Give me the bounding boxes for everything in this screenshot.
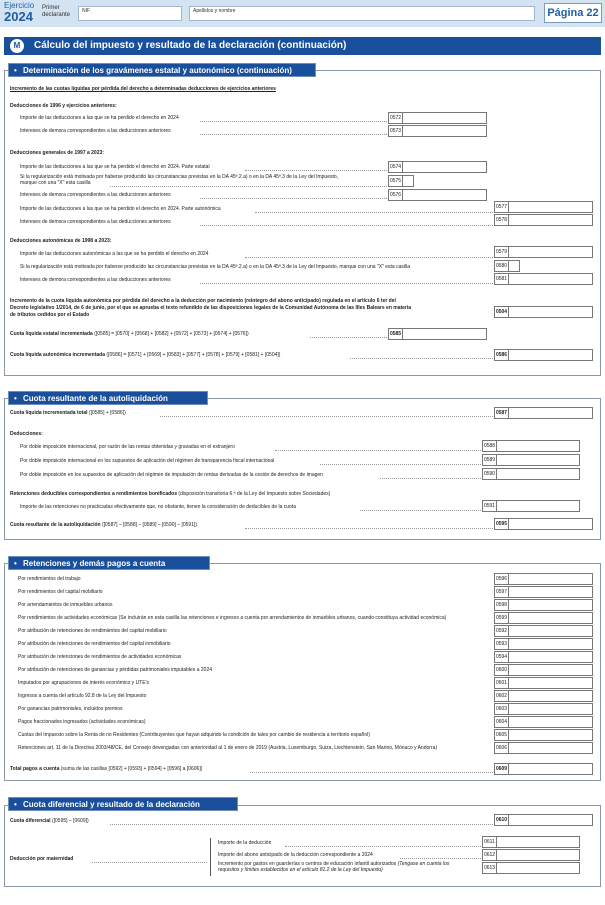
- box-0610[interactable]: [508, 814, 593, 826]
- dots: [350, 358, 493, 359]
- dots: [160, 416, 493, 417]
- retencion-row-0606-label: Retenciones art. 11 de la Directiva 2003/48/CE, del Consejo devengadas con anterioridad al 1 de enero de 2019 (Austria, Luxemburgo, Suiza, Liechtenstein, San Marino, Mónaco y Andorra): [18, 745, 438, 751]
- total-label: Total pagos a cuenta: [10, 766, 60, 772]
- box-0589[interactable]: [496, 454, 580, 466]
- dots: [245, 257, 493, 258]
- dots: [245, 528, 493, 529]
- section-retenciones-title-text: Retenciones y demás pagos a cuenta: [23, 559, 166, 568]
- section-retenciones-title: [8, 556, 210, 570]
- dots: [275, 450, 481, 451]
- box-0595[interactable]: [508, 518, 593, 530]
- code-0613: 0613: [482, 862, 496, 874]
- box-0603[interactable]: [508, 703, 593, 715]
- code-0585: 0585: [388, 328, 402, 340]
- code-0612: 0612: [482, 849, 496, 861]
- dots: [400, 858, 481, 859]
- s2-row-0588-label: Por doble imposición internacional, por razón de las rentas obtenidas y gravadas en el extranjero: [20, 444, 235, 450]
- code-0587: 0587: [494, 407, 508, 419]
- dots: [320, 464, 481, 465]
- box-0604[interactable]: [508, 716, 593, 728]
- box-0586[interactable]: [508, 349, 593, 361]
- s2-cit-row: [10, 410, 126, 417]
- box-0593[interactable]: [508, 638, 593, 650]
- box-0577[interactable]: [508, 201, 593, 213]
- dots: [110, 186, 387, 187]
- dots: [310, 337, 387, 338]
- apellidos-field[interactable]: Apellidos y nombre: [189, 6, 535, 21]
- section-cuota-diferencial-title-text: Cuota diferencial y resultado de la declaración: [23, 800, 200, 809]
- box-0605[interactable]: [508, 729, 593, 741]
- code-0575: 0575: [388, 175, 402, 187]
- code-0574: 0574: [388, 161, 402, 173]
- s1-heading-1996: Deducciones de 1996 y ejercicios anteriores:: [10, 103, 117, 109]
- dots: [200, 134, 387, 135]
- retencion-row-0594-label: Por atribución de retenciones de rendimientos de actividades económicas: [18, 654, 182, 660]
- retencion-row-0600-label: Por atribución de retenciones de ganancias y pérdidas patrimoniales imputables a 2024: [18, 667, 213, 673]
- code-0606: 0606: [494, 742, 508, 754]
- s1-row-0576-label: Intereses de demora correspondientes a las deducciones anteriores: [20, 192, 171, 198]
- section-gravamenes-title: [8, 63, 316, 77]
- box-0588[interactable]: [496, 440, 580, 452]
- code-0586: 0586: [494, 349, 508, 361]
- box-0591[interactable]: [496, 500, 580, 512]
- dots: [200, 225, 493, 226]
- code-0591: 0591: [482, 500, 496, 512]
- retencion-row-0601-label: Imputados por agrupaciones de interés económico y UTE's: [18, 680, 150, 686]
- section-badge: M: [10, 39, 24, 53]
- s1-row-0577-label: Importe de las deducciones a las que se ha perdido el derecho en 2024. Parte autonómica: [20, 206, 221, 212]
- code-0576: 0576: [388, 189, 402, 201]
- s3-total-row: [10, 766, 202, 773]
- s4-row-0613-label-b: requisitos y límites establecidos en el artículo 81.2 de la Ley del Impuesto): [218, 867, 383, 873]
- s2-row-0590-label: Por doble imposición en los supuestos de aplicación del régimen de imputación de rentas derivadas de la cesión de derechos de imagen: [20, 472, 323, 478]
- code-0594: 0594: [494, 651, 508, 663]
- dots: [250, 772, 493, 773]
- cla-formula: ([0586] = [0571] + [0569] + [0583] + [0577] + [0578] + [0579] + [0581] + [0504]): [106, 352, 281, 358]
- retencion-row-0602-label: Ingresos a cuenta del artículo 92.8 de la Ley del Impuesto: [18, 693, 147, 699]
- s1-row-0581-label: Intereses de demora correspondientes a las deducciones anteriores: [20, 277, 171, 283]
- box-0572[interactable]: [402, 112, 487, 124]
- section-cuota-resultante-title-text: Cuota resultante de la autoliquidación: [23, 394, 168, 403]
- cit-label: Cuota líquida incrementada total: [10, 410, 88, 416]
- box-0600[interactable]: [508, 664, 593, 676]
- page-number: Página 22: [544, 3, 602, 23]
- s1-inc-line3: de tributos cedidos por el Estado: [10, 312, 90, 318]
- box-0574[interactable]: [402, 161, 487, 173]
- ret-heading-bold: Retenciones deducibles correspondientes a rendimientos bonificados: [10, 491, 177, 497]
- cra-label: Cuota resultante de la autoliquidación: [10, 522, 101, 528]
- box-0587[interactable]: [508, 407, 593, 419]
- cit-formula: ([0585] + [0586]): [88, 410, 126, 416]
- dots: [360, 510, 481, 511]
- box-0596[interactable]: [508, 573, 593, 585]
- s4-row-0611-label: Importe de la deducción: [218, 840, 272, 846]
- box-0590[interactable]: [496, 468, 580, 480]
- retencion-row-0592-label: Por atribución de retenciones de rendimientos del capital mobiliario: [18, 628, 167, 634]
- box-0613[interactable]: [496, 862, 580, 874]
- box-0598[interactable]: [508, 599, 593, 611]
- code-0595: 0595: [494, 518, 508, 530]
- dots: [285, 846, 481, 847]
- dots: [380, 478, 481, 479]
- code-0590: 0590: [482, 468, 496, 480]
- code-0609: 0609: [494, 763, 508, 775]
- cle-label: Cuota líquida estatal incrementada: [10, 331, 93, 337]
- s1-inc-line2: Decreto legislativo 1/2014, de 6 de junio, por el que se aprueba el texto refundido de las disposiciones legales de la Comunidad Autónoma de las Illes Balears en materia: [10, 305, 412, 311]
- code-0578: 0578: [494, 214, 508, 226]
- s1-inc-line1: Incremento de la cuota líquida autonómica por pérdida del derecho a la deducción por nacimiento (reintegro del abono anticipado) regulada en el artículo 6 ter del: [10, 298, 396, 304]
- s1-row-0573-label: Intereses de demora correspondientes a las deducciones anteriores: [20, 128, 171, 134]
- code-0589: 0589: [482, 454, 496, 466]
- s1-row-0579-label: Importe de las deducciones autonómicas a las que se ha perdido el derecho en 2024: [20, 251, 209, 257]
- box-0576[interactable]: [402, 189, 487, 201]
- dots: [255, 212, 493, 213]
- m3a-text: Incremento por gastos en guarderías o centros de educación infantil autorizados: [218, 861, 397, 867]
- retencion-row-0593-label: Por atribución de retenciones de rendimientos del capital inmobiliario: [18, 641, 171, 647]
- code-0610: 0610: [494, 814, 508, 826]
- checkbox-0575[interactable]: [402, 175, 414, 187]
- retencion-row-0599-label: Por rendimientos de actividades económicas (Se incluirán en esta casilla las retenciones e ingresos a cuenta por arrendamientos de inmuebles urbanos, cuando constituya actividad económica): [18, 615, 447, 621]
- dm-label: Deducción por maternidad: [10, 856, 74, 862]
- s1-intro: Incremento de las cuotas líquidas por pérdida del derecho a determinadas deducciones de ejercicios anteriores: [10, 86, 276, 92]
- s1-cla-row: [10, 352, 280, 359]
- box-0602[interactable]: [508, 690, 593, 702]
- code-0597: 0597: [494, 586, 508, 598]
- code-0603: 0603: [494, 703, 508, 715]
- s1-row-0580-label: Si la regularización está motivada por haberse producido las circunstancias previstas en la DA 45ª.2.a) o en la DA 45ª.3 de la Ley del Impuesto, marque con una "X" esta casilla: [20, 264, 410, 270]
- box-0612[interactable]: [496, 849, 580, 861]
- bracket-line: [210, 838, 211, 876]
- s1-row-0578-label: Intereses de demora correspondientes a las deducciones anteriores: [20, 219, 171, 225]
- dots: [200, 121, 387, 122]
- s2-deducciones-heading: Deducciones:: [10, 431, 43, 437]
- retencion-row-0596-label: Por rendimientos del trabajo: [18, 576, 81, 582]
- section-gravamenes-title-text: Determinación de los gravámenes estatal y autonómico (continuación): [23, 66, 292, 75]
- code-0580: 0580: [494, 260, 508, 272]
- ejercicio-label: Ejercicio: [4, 1, 35, 10]
- cle-formula: ([0585] = [0570] + [0568] + [0582] + [0572] + [0573] + [0574] + [0576]): [94, 331, 249, 337]
- retencion-row-0605-label: Cuotas del Impuesto sobre la Renta de no Residentes (Contribuyentes que hayan adquirido la condición de tales por cambio de residencia a territorio español): [18, 732, 370, 738]
- code-0611: 0611: [482, 836, 496, 848]
- section-cuota-resultante-title: [8, 391, 208, 405]
- box-0585[interactable]: [402, 328, 487, 340]
- box-0606[interactable]: [508, 742, 593, 754]
- dots: [245, 170, 387, 171]
- cd-formula: ([0595] – [0609]): [51, 818, 89, 824]
- box-0578[interactable]: [508, 214, 593, 226]
- code-0598: 0598: [494, 599, 508, 611]
- dots: [200, 283, 493, 284]
- code-0577: 0577: [494, 201, 508, 213]
- s2-row-0591-label: Importe de las retenciones no practicadas efectivamente que, no obstante, tienen la consideración de deducibles de la cuota: [20, 504, 297, 510]
- s1-cle-row: [10, 331, 249, 338]
- section-cuota-diferencial-title: [8, 797, 238, 811]
- s1-row-0575-label-b: marque con una "X" esta casilla: [20, 180, 91, 186]
- code-0588: 0588: [482, 440, 496, 452]
- retencion-row-0598-label: Por arrendamientos de inmuebles urbanos: [18, 602, 113, 608]
- s2-row-0589-label: Por doble imposición internacional en los supuestos de aplicación del régimen de transparencia fiscal internacional: [20, 458, 275, 464]
- box-0581[interactable]: [508, 273, 593, 285]
- code-0573: 0573: [388, 125, 402, 137]
- box-0599[interactable]: [508, 612, 593, 624]
- code-0581: 0581: [494, 273, 508, 285]
- code-0605: 0605: [494, 729, 508, 741]
- cd-label: Cuota diferencial: [10, 818, 51, 824]
- code-0602: 0602: [494, 690, 508, 702]
- declarante-label: Primer declarante: [42, 5, 71, 18]
- s1-heading-1997: Deducciones generales de 1997 a 2023:: [10, 150, 104, 156]
- box-0592[interactable]: [508, 625, 593, 637]
- code-0593: 0593: [494, 638, 508, 650]
- s4-cd-row: [10, 818, 89, 825]
- s1-row-0575-label-a: Si la regularización está motivada por haberse producido las circunstancias previstas en la DA 45ª.2.a) o en la DA 45ª.3 de la Ley del Impuesto,: [20, 174, 339, 180]
- code-0572: 0572: [388, 112, 402, 124]
- total-formula: (suma de las casillas [0592] + [0593] + [0594] + [0596] a [0606]): [60, 766, 203, 772]
- code-0596: 0596: [494, 573, 508, 585]
- nif-field[interactable]: NIF: [78, 6, 182, 21]
- s4-row-0612-label: Importe del abono anticipado de la deducción correspondiente a 2024: [218, 852, 373, 858]
- retencion-row-0603-label: Por ganancias patrimoniales, incluidos premios: [18, 706, 123, 712]
- s1-row-0574-label: Importe de las deducciones a las que se ha perdido el derecho en 2024. Parte estatal: [20, 164, 210, 170]
- s1-heading-1998: Deducciones autonómicas de 1998 a 2023:: [10, 238, 112, 244]
- s2-cra-row: [10, 522, 197, 529]
- code-0592: 0592: [494, 625, 508, 637]
- retencion-row-0604-label: Pagos fraccionados ingresados (actividades económicas): [18, 719, 146, 725]
- box-0579[interactable]: [508, 246, 593, 258]
- dots: [92, 862, 207, 863]
- box-0594[interactable]: [508, 651, 593, 663]
- cla-label: Cuota líquida autonómica incrementada: [10, 352, 106, 358]
- box-0601[interactable]: [508, 677, 593, 689]
- code-0601: 0601: [494, 677, 508, 689]
- code-0504: 0504: [494, 306, 508, 318]
- box-0597[interactable]: [508, 586, 593, 598]
- section-title: Cálculo del impuesto y resultado de la declaración (continuación): [34, 40, 347, 51]
- m3a-note: (Tengase en cuenta los: [397, 861, 450, 867]
- ret-heading-note: (disposición transitoria 6.ª de la Ley del Impuesto sobre Sociedades): [178, 491, 331, 497]
- dots: [200, 198, 387, 199]
- s1-row-0572-label: Importe de las deducciones a las que se ha perdido el derecho en 2024: [20, 115, 179, 121]
- box-0609[interactable]: [508, 763, 593, 775]
- code-0579: 0579: [494, 246, 508, 258]
- box-0611[interactable]: [496, 836, 580, 848]
- checkbox-0580[interactable]: [508, 260, 520, 272]
- code-0600: 0600: [494, 664, 508, 676]
- s2-ret-heading: [10, 491, 330, 498]
- dots: [110, 824, 493, 825]
- code-0599: 0599: [494, 612, 508, 624]
- ejercicio-year: 2024: [4, 9, 33, 24]
- code-0604: 0604: [494, 716, 508, 728]
- box-0573[interactable]: [402, 125, 487, 137]
- retencion-row-0597-label: Por rendimientos del capital mobiliario: [18, 589, 103, 595]
- box-0504[interactable]: [508, 306, 593, 318]
- cra-formula: ([0587] – [0588] – [0589] – [0590] – [0591]): [101, 522, 198, 528]
